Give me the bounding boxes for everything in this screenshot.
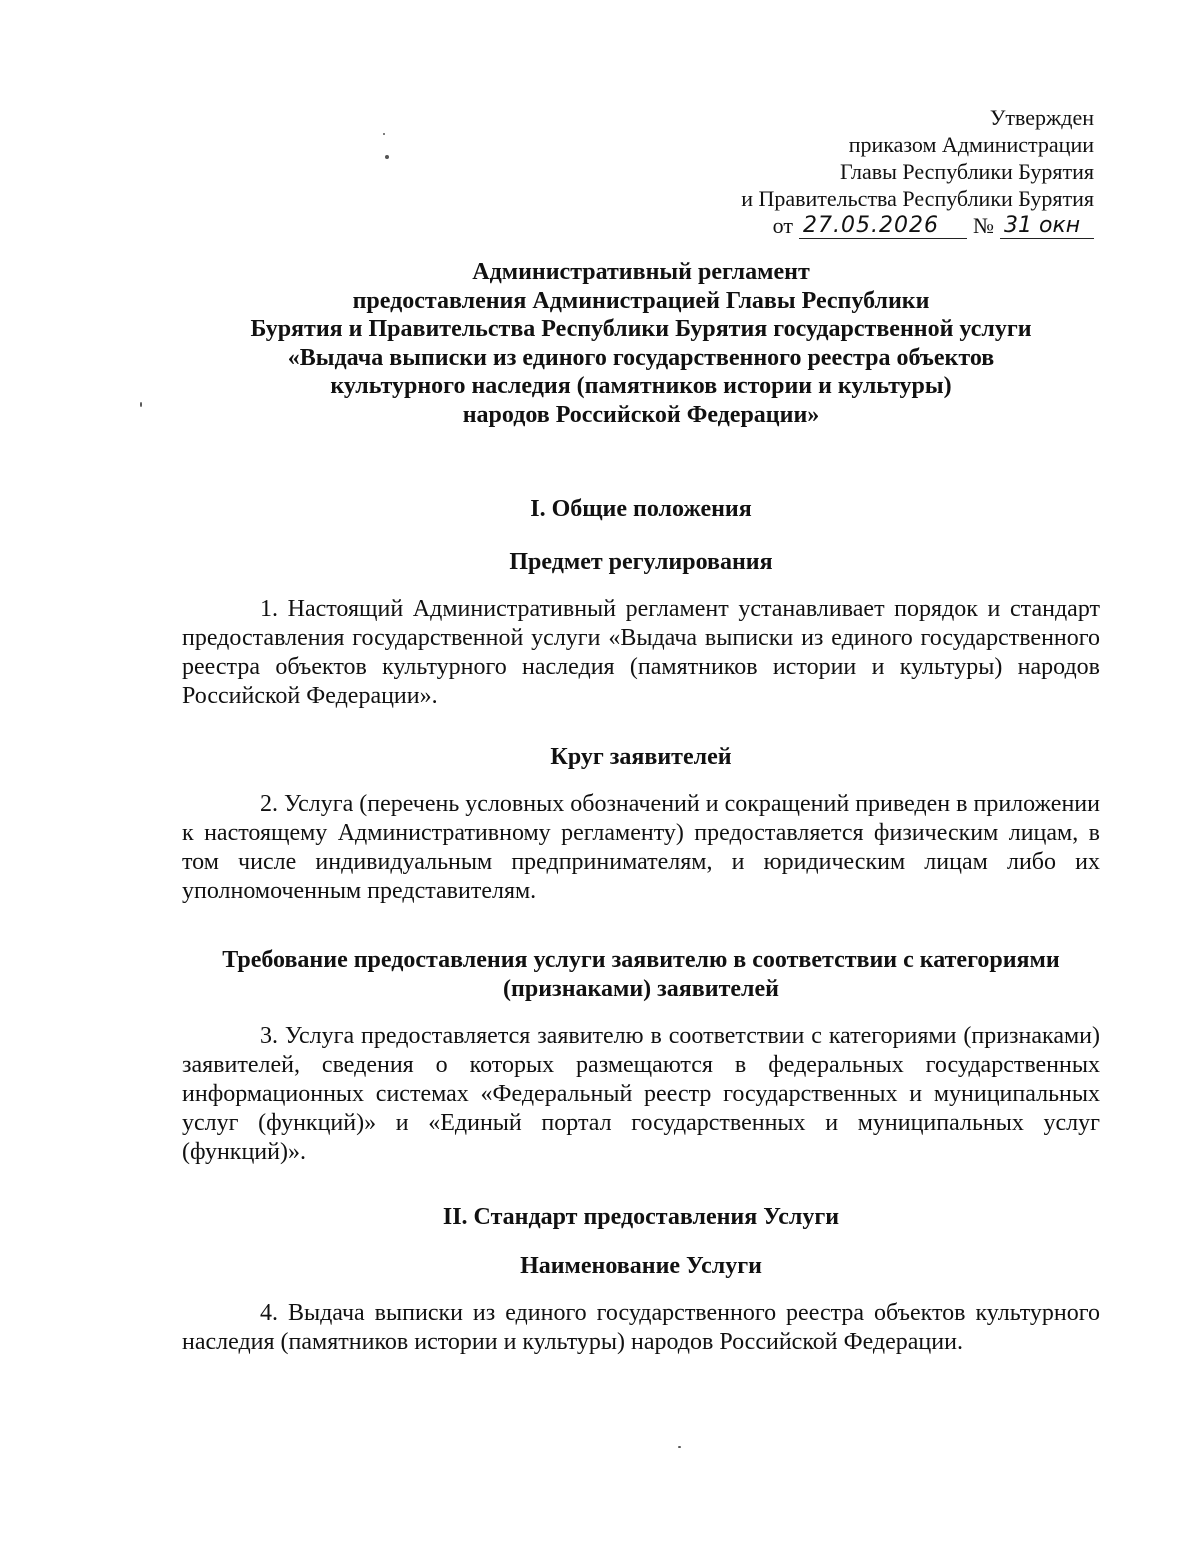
title-line-1: Административный регламент [472, 259, 810, 285]
title-line-4: «Выдача выписки из единого государственного реестра объектов [287, 344, 995, 371]
subsection-applicants-heading: Круг заявителей [550, 744, 732, 770]
document-body [182, 258, 1100, 1357]
section-2-heading: II. Стандарт предоставления Услуги [442, 1204, 840, 1230]
subsection-service-name-heading: Наименование Услуги [520, 1253, 762, 1279]
subsection-subject-heading: Предмет регулирования [509, 549, 773, 575]
paragraph-4: 4. Выдача выписки из единого государственного реестра объектов культурного наследия (памятников истории и культуры) народов Российской Федерации. [182, 1300, 1100, 1355]
title-line-2: предоставления Администрацией Главы Республики [352, 287, 930, 314]
approval-date-number-line [674, 212, 1094, 239]
scan-speck [140, 402, 142, 407]
number-label: № [973, 213, 994, 238]
handwritten-date: 27.05.2026 [799, 214, 967, 239]
scan-speck [678, 1446, 681, 1448]
approval-stamp [674, 104, 1094, 239]
scan-speck [383, 133, 385, 135]
title-line-6: народов Российской Федерации» [462, 401, 820, 428]
paragraph-1: 1. Настоящий Административный регламент устанавливает порядок и стандарт предоставления государственной услуги «Выдача выписки из единого государственного реестра объектов культурного наследия (памятников истории и культуры) народов Российской Федерации». [182, 596, 1100, 709]
document-title [182, 258, 1100, 429]
handwritten-number: 31 окн [1000, 214, 1094, 239]
title-line-5: культурного наследия (памятников истории и культуры) [330, 373, 952, 399]
section-1-heading: I. Общие положения [530, 496, 752, 522]
paragraph-2: 2. Услуга (перечень условных обозначений и сокращений приведен в приложении к настоящему Административному регламенту) предоставляется физическим лицам, в том числе индивидуальным предпринимателям, и юридическим лицам либо их уполномоченным представителям. [182, 791, 1100, 904]
approval-line-1: Утвержден [989, 105, 1094, 130]
approval-line-3: Главы Республики Бурятия [839, 159, 1094, 184]
subsection-requirement-heading: Требование предоставления услуги заявителю в соответствии с категориями (признаками) заявителей [222, 947, 1060, 1002]
scan-speck [385, 155, 389, 159]
paragraph-3: 3. Услуга предоставляется заявителю в соответствии с категориями (признаками) заявителей, сведения о которых размещаются в федеральных государственных информационных системах «Федеральный реестр государственных и муниципальных услуг (функций)» и «Единый портал государственных и муниципальных услуг (функций)». [182, 1023, 1100, 1165]
approval-line-4: и Правительства Республики Бурятия [741, 186, 1094, 211]
title-line-3: Бурятия и Правительства Республики Бурятия государственной услуги [250, 316, 1032, 342]
approval-line-2: приказом Администрации [848, 132, 1094, 157]
from-label: от [772, 213, 793, 238]
